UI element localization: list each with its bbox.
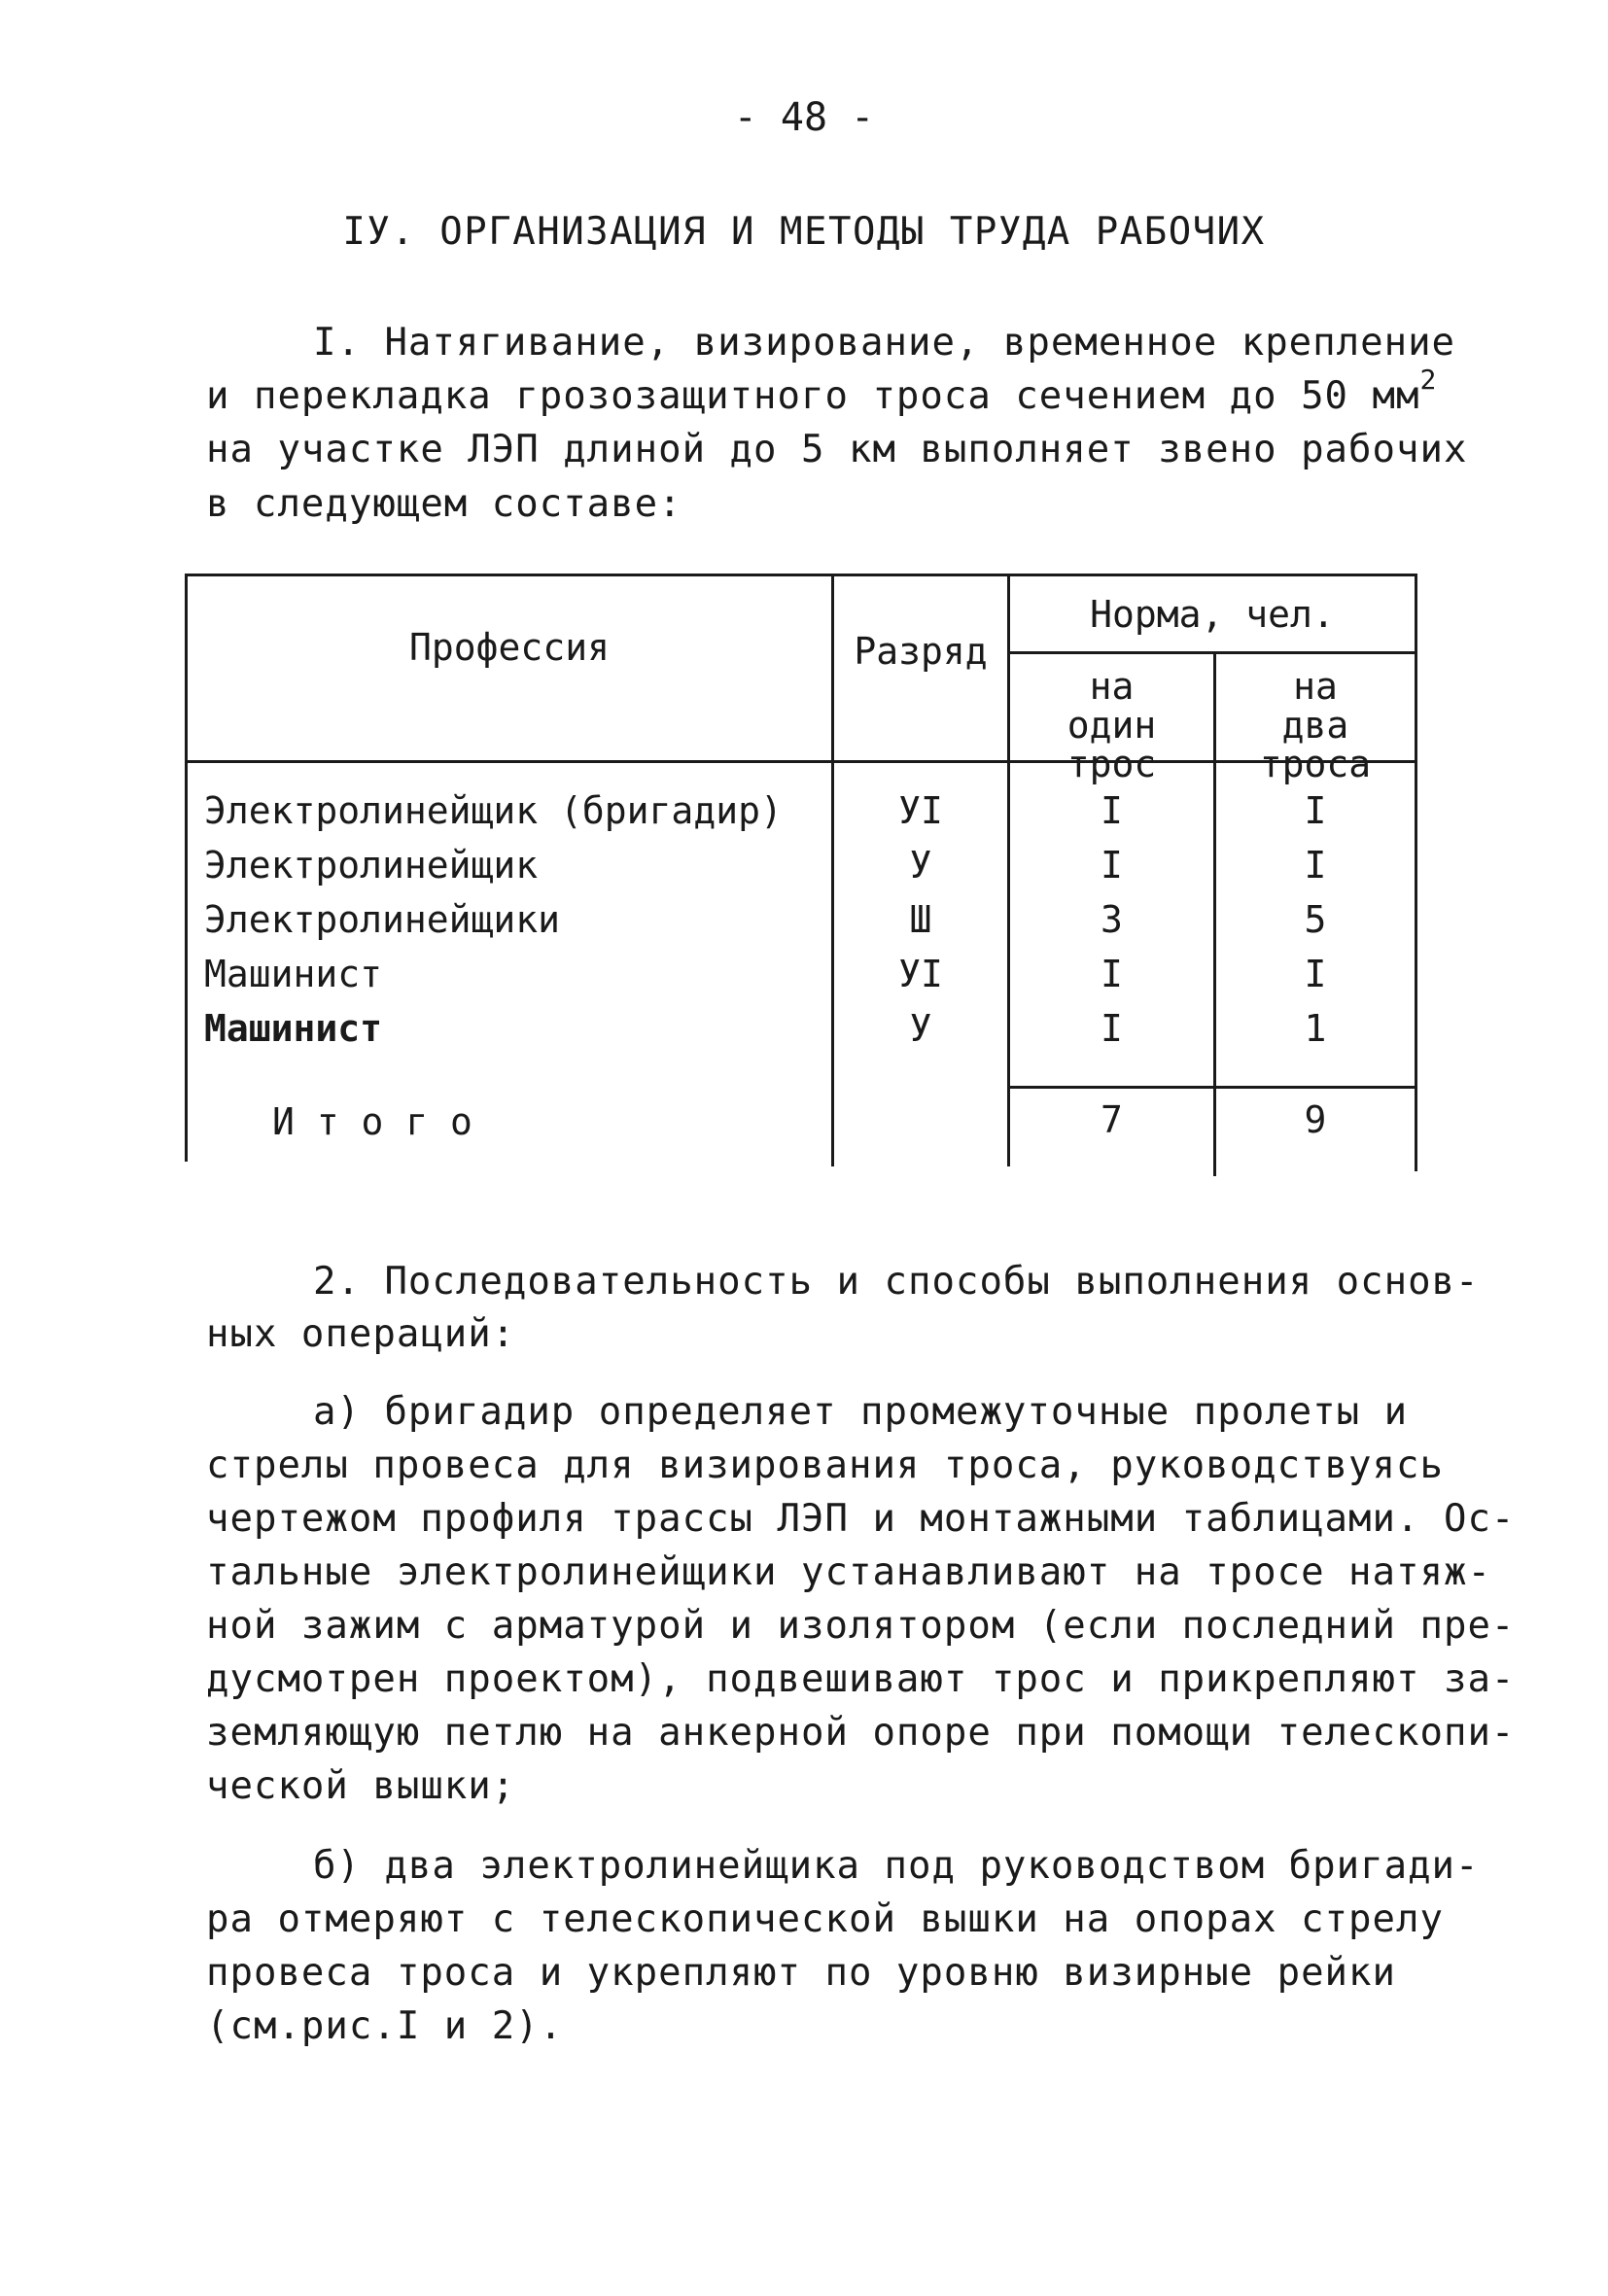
intro-line-1: I. Натягивание, визирование, временное крепление — [313, 321, 1456, 365]
row-profession: Машинист — [204, 1007, 383, 1050]
row-one-cable: I — [1101, 789, 1123, 832]
row-one-cable: I — [1101, 844, 1123, 887]
row-two-cables: 1 — [1304, 1007, 1327, 1050]
header-profession: Профессия — [409, 626, 610, 669]
item-a-line: ческой вышки; — [206, 1764, 516, 1808]
total-one-cable: 7 — [1101, 1098, 1123, 1141]
item-a-line: чертежом профиля трассы ЛЭП и монтажными таблицами. Ос- — [206, 1497, 1516, 1541]
row-profession: Электролинейщик — [204, 844, 539, 887]
row-two-cables: I — [1304, 953, 1327, 995]
item-a-line: дусмотрен проектом), подвешивают трос и прикрепляют за- — [206, 1657, 1516, 1701]
section2-line-2: ных операций: — [206, 1312, 516, 1356]
item-a-line: стрелы провеса для визирования троса, руководствуясь — [206, 1444, 1444, 1487]
item-b-line: (см.рис.I и 2). — [206, 2004, 564, 2048]
item-a-line: тальные электролинейщики устанавливают на тросе натяж- — [206, 1550, 1491, 1594]
item-b-line: провеса троса и укрепляют по уровню визирные рейки — [206, 1951, 1396, 1995]
table-right-border — [1415, 574, 1417, 1171]
row-grade: УI — [898, 789, 943, 832]
total-label: И т о г о — [272, 1100, 472, 1143]
row-profession: Машинист — [204, 953, 383, 995]
page-number: - 48 - — [733, 95, 875, 140]
intro-line-4: в следующем составе: — [206, 482, 682, 526]
row-one-cable: I — [1101, 953, 1123, 995]
header-two-cables: на два троса — [1259, 665, 1372, 785]
item-a-line: ной зажим с арматурой и изолятором (если последний пре- — [206, 1604, 1516, 1648]
intro-line-2 — [206, 364, 1438, 418]
item-a-line: а) бригадир определяет промежуточные пролеты и — [313, 1390, 1409, 1434]
section2-line-1: 2. Последовательность и способы выполнения основ- — [313, 1260, 1480, 1304]
row-two-cables: I — [1304, 789, 1327, 832]
item-a-line: земляющую петлю на анкерной опоре при помощи телескопи- — [206, 1711, 1516, 1755]
row-grade: Ш — [909, 898, 932, 941]
intro-line-2-text: и перекладка грозозащитного троса сечением до 50 мм — [206, 374, 1420, 418]
row-two-cables: 5 — [1304, 898, 1327, 941]
header-one-cable: на один трос — [1066, 665, 1157, 785]
header-grade: Разряд — [854, 630, 988, 673]
item-b-line: б) два электролинейщика под руководством бригади- — [313, 1844, 1480, 1888]
row-grade: У — [909, 844, 932, 887]
header-norm: Норма, чел. — [1090, 593, 1335, 636]
row-profession: Электролинейщик (бригадир) — [204, 789, 783, 832]
row-two-cables: I — [1304, 844, 1327, 887]
row-one-cable: 3 — [1101, 898, 1123, 941]
intro-line-3: на участке ЛЭП длиной до 5 км выполняет звено рабочих — [206, 428, 1468, 471]
total-two-cables: 9 — [1304, 1098, 1327, 1141]
item-b-line: ра отмеряют с телескопической вышки на опорах стрелу — [206, 1897, 1444, 1941]
section-title: IУ. ОРГАНИЗАЦИЯ И МЕТОДЫ ТРУДА РАБОЧИХ — [342, 210, 1266, 254]
row-profession: Электролинейщики — [204, 898, 561, 941]
row-grade: У — [909, 1007, 932, 1050]
row-grade: УI — [898, 953, 943, 995]
row-one-cable: I — [1101, 1007, 1123, 1050]
table-top-border — [185, 574, 1417, 576]
intro-superscript: 2 — [1419, 364, 1438, 396]
